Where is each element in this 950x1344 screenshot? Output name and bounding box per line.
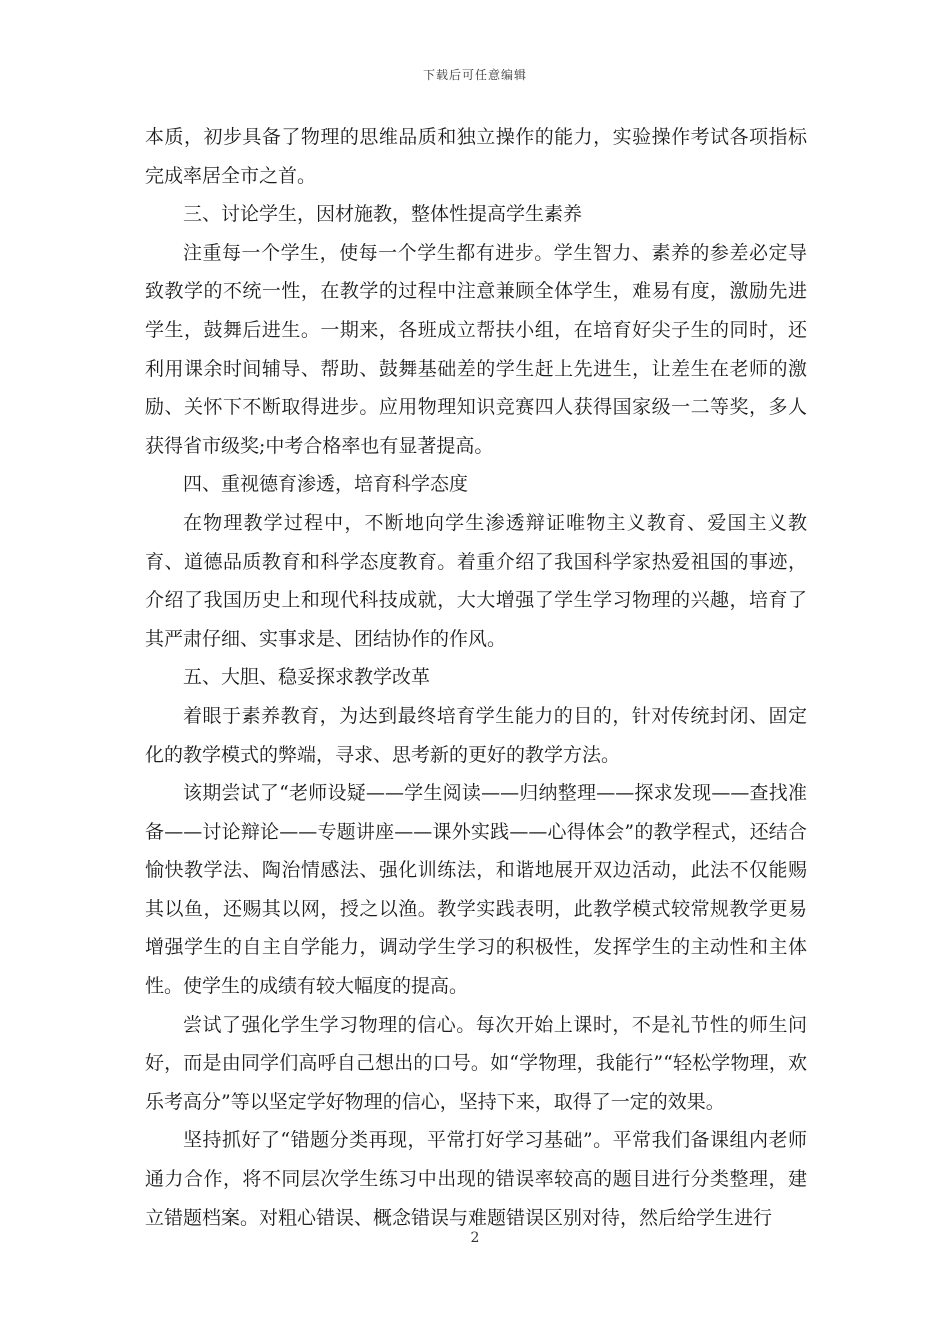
paragraph-1: 本质，初步具备了物理的思维品质和独立操作的能力，实验操作考试各项指标完成率居全市之首。 <box>145 126 807 187</box>
paragraph-8: 该期尝试了“老师设疑——学生阅读——归纳整理——探求发现——查找准备——讨论辩论——专题讲座——课外实践——心得体会”的教学程式，还结合愉快教学法、陶治情感法、强化训练法，和谐地展开双边活动，此法不仅能赐其以鱼，还赐其以网，授之以渔。教学实践表明，此教学模式较常规教学更易增强学生的自主自学能力，调动学生学习的积极性，发挥学生的主动性和主体性。使学生的成绩有较大幅度的提高。 <box>145 782 807 998</box>
paragraph-10: 坚持抓好了“错题分类再现，平常打好学习基础”。平常我们备课组内老师通力合作，将不同层次学生练习中出现的错误率较高的题目进行分类整理，建立错题档案。对粗心错误、概念错误与难题错误区别对待，然后给学生进行 <box>145 1129 807 1229</box>
section-heading-3: 三、讨论学生，因材施教，整体性提高学生素养 <box>183 203 583 226</box>
section-heading-5: 五、大胆、稳妥探求教学改革 <box>183 666 431 689</box>
paragraph-7: 着眼于素养教育，为达到最终培育学生能力的目的，针对传统封闭、固定化的教学模式的弊端，寻求、思考新的更好的教学方法。 <box>145 704 807 766</box>
paragraph-9: 尝试了强化学生学习物理的信心。每次开始上课时，不是礼节性的师生问好，而是由同学们高呼自己想出的口号。如“学物理，我能行”“轻松学物理，欢乐考高分”等以坚定学好物理的信心，坚持下来，取得了一定的效果。 <box>145 1013 807 1113</box>
section-heading-4: 四、重视德育渗透，培育科学态度 <box>183 473 469 496</box>
paragraph-5: 在物理教学过程中，不断地向学生渗透辩证唯物主义教育、爱国主义教育、道德品质教育和科学态度教育。着重介绍了我国科学家热爱祖国的事迹，介绍了我国历史上和现代科技成就，大大增强了学生学习物理的兴趣，培育了其严肃仔细、实事求是、团结协作的作风。 <box>145 511 807 650</box>
document-body <box>145 118 807 1237</box>
page-number: 2 <box>470 1230 480 1246</box>
paragraph-3: 注重每一个学生，使每一个学生都有进步。学生智力、素养的参差必定导致教学的不统一性，在教学的过程中注意兼顾全体学生，难易有度，激励先进学生，鼓舞后进生。一期来，各班成立帮扶小组，在培育好尖子生的同时，还利用课余时间辅导、帮助、鼓舞基础差的学生赶上先进生，让差生在老师的激励、关怀下不断取得进步。应用物理知识竞赛四人获得国家级一二等奖，多人获得省市级奖;中考合格率也有显著提高。 <box>145 241 807 457</box>
page-header: 下载后可任意编辑 <box>422 68 527 82</box>
